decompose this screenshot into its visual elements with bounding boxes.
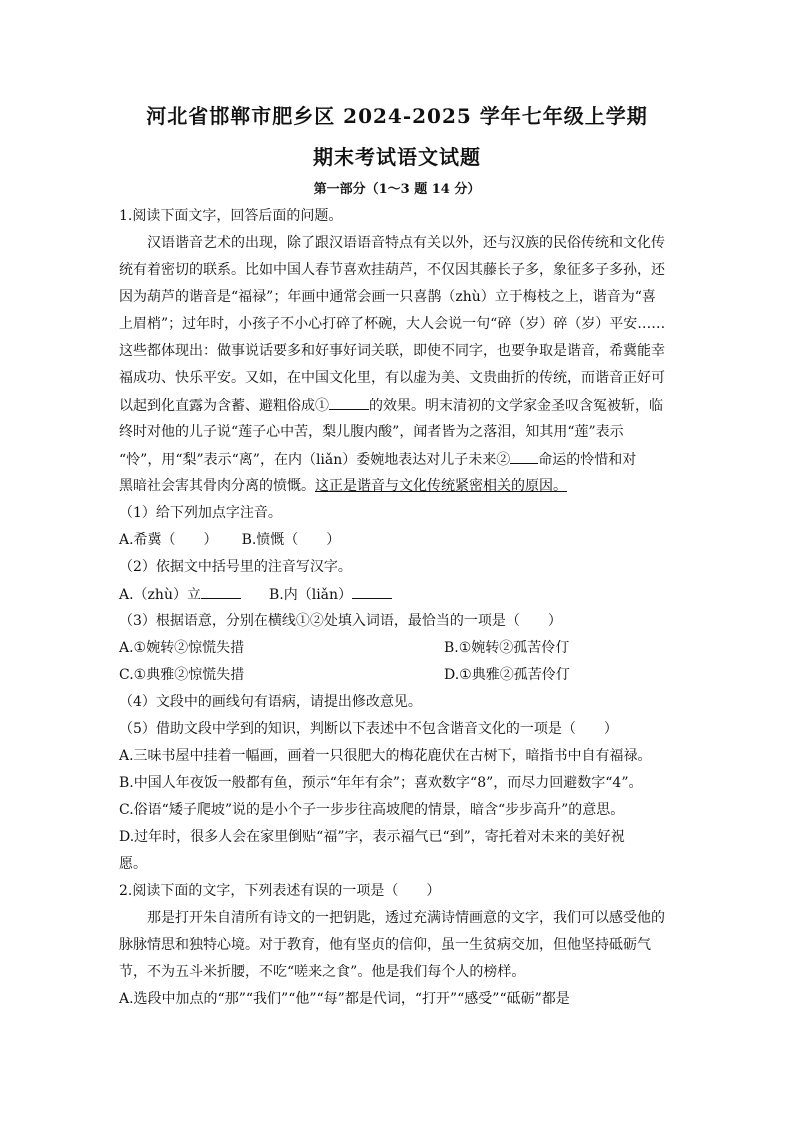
q1-sub5: （5）借助文段中学到的知识，判断以下表述中不包含谐音文化的一项是（ ） xyxy=(119,721,618,737)
q1-sub5-option-d-cont: 愿。 xyxy=(119,856,147,872)
fill-blank-2[interactable] xyxy=(510,449,538,464)
q1-sub1: （1）给下列加点字注音。 xyxy=(119,505,282,521)
q1-sub3-option-c: C.①典雅②惊慌失措 xyxy=(119,667,245,683)
q1-passage-line xyxy=(119,395,679,416)
passage-text: 命运的怜惜和对 xyxy=(538,452,637,468)
q1-sub3-option-b: B.①婉转②孤苦伶仃 xyxy=(444,640,570,656)
q1-sub3-option-a: A.①婉转②惊慌失措 xyxy=(119,640,245,656)
q1-passage-line xyxy=(119,476,679,496)
q2-passage-line: 那是打开朱自清所有诗文的一把钥匙，透过充满诗情画意的文字，我们可以感受他的 xyxy=(147,910,665,926)
q1-passage-line xyxy=(119,449,679,470)
q1-passage-line: 上眉梢”；过年时，小孩子不小心打碎了杯碗，大人会说一句“碎（岁）碎（岁）平安…… xyxy=(119,316,666,332)
q1-sub5-option-a: A.三味书屋中挂着一幅画，画着一只很肥大的梅花鹿伏在古树下，暗指书中自有福禄。 xyxy=(119,748,652,764)
q1-stem: 1.阅读下面文字，回答后面的问题。 xyxy=(119,208,343,224)
q1-sub5-option-d: D.过年时，很多人会在家里倒贴“福”字，表示福气已“到”，寄托着对未来的美好祝 xyxy=(119,829,625,845)
section-heading: 第一部分（1～3 题 14 分） xyxy=(313,182,481,197)
exam-title-line1: 河北省邯郸市肥乡区 2024-2025 学年七年级上学期 xyxy=(146,104,648,128)
q1-passage-line: 福成功、快乐平安。又如，在中国文化里，有以虚为美、文贵曲折的传统，而谐音正好可 xyxy=(119,370,665,386)
passage-text: 的效果。明末清初的文学家金圣叹含冤被斩，临 xyxy=(369,398,663,414)
q2-stem: 2.阅读下面的文字，下列表述有误的一项是（ ） xyxy=(119,883,441,899)
q1-passage-line: 统有着密切的联系。比如中国人春节喜欢挂葫芦，不仅因其藤长子多，象征多子多孙，还 xyxy=(119,262,665,278)
q1-sub1-options xyxy=(119,530,679,550)
answer-blank[interactable] xyxy=(352,584,392,599)
underlined-sentence: 这正是谐音与文化传统紧密相关的原因。 xyxy=(315,478,567,494)
q1-sub4: （4）文段中的画线句有语病，请提出修改意见。 xyxy=(119,694,422,710)
q2-option-a: A.选段中加点的“那”“我们”“他”“每”都是代词，“打开”“感受”“砥砺”都是 xyxy=(119,991,570,1007)
passage-text: 以起到化直露为含蓄、避粗俗成① xyxy=(119,398,329,414)
option-a: A.希冀（ ） xyxy=(119,532,218,548)
option-a: A.（zhù）立 xyxy=(119,587,201,603)
q1-passage-line: 因为葫芦的谐音是“福禄”；年画中通常会画一只喜鹊（zhù）立于梅枝之上，谐音为“喜 xyxy=(119,289,656,305)
exam-title-line2: 期末考试语文试题 xyxy=(313,145,481,169)
passage-text: 黑暗社会害其骨肉分离的愤慨。 xyxy=(119,478,315,494)
q1-sub2-options xyxy=(119,584,679,605)
q2-passage-line: 脉脉情思和独特心境。对于教育，他有坚贞的信仰，虽一生贫病交加，但他坚持砥砺气 xyxy=(119,937,651,953)
q1-sub3: （3）根据语意，分别在横线①②处填入词语，最恰当的一项是（ ） xyxy=(119,613,562,629)
q1-sub3-option-d: D.①典雅②孤苦伶仃 xyxy=(444,667,570,683)
q1-sub5-option-b: B.中国人年夜饭一般都有鱼，预示“年年有余”；喜欢数字“8”，而尽力回避数字“4”。 xyxy=(119,775,643,791)
option-b: B.内（liǎn） xyxy=(268,587,353,603)
q1-passage-line: 这些都体现出：做事说话要多和好事好词关联，即使不同字，也要争取是谐音，希冀能幸 xyxy=(119,343,665,359)
q1-passage-line: 汉语谐音艺术的出现，除了跟汉语语音特点有关以外，还与汉族的民俗传统和文化传 xyxy=(147,235,665,251)
option-b: B.愤慨（ ） xyxy=(241,532,341,548)
fill-blank-1[interactable] xyxy=(329,395,369,410)
q1-sub2: （2）依据文中括号里的注音写汉字。 xyxy=(119,559,352,575)
q2-passage-line: 节，不为五斗米折腰，不吃“嗟来之食”。他是我们每个人的榜样。 xyxy=(119,964,526,980)
q1-sub5-option-c: C.俗语“矮子爬坡”说的是小个子一步步往高坡爬的情景，暗含“步步高升”的意思。 xyxy=(119,802,625,818)
passage-text: “怜”，用“梨”表示“离”，在内（liǎn）委婉地表达对儿子未来② xyxy=(119,452,511,468)
answer-blank[interactable] xyxy=(201,584,241,599)
q1-passage-line: 终时对他的儿子说“莲子心中苦，梨儿腹内酸”，闻者皆为之落泪，知其用“莲”表示 xyxy=(119,424,624,440)
